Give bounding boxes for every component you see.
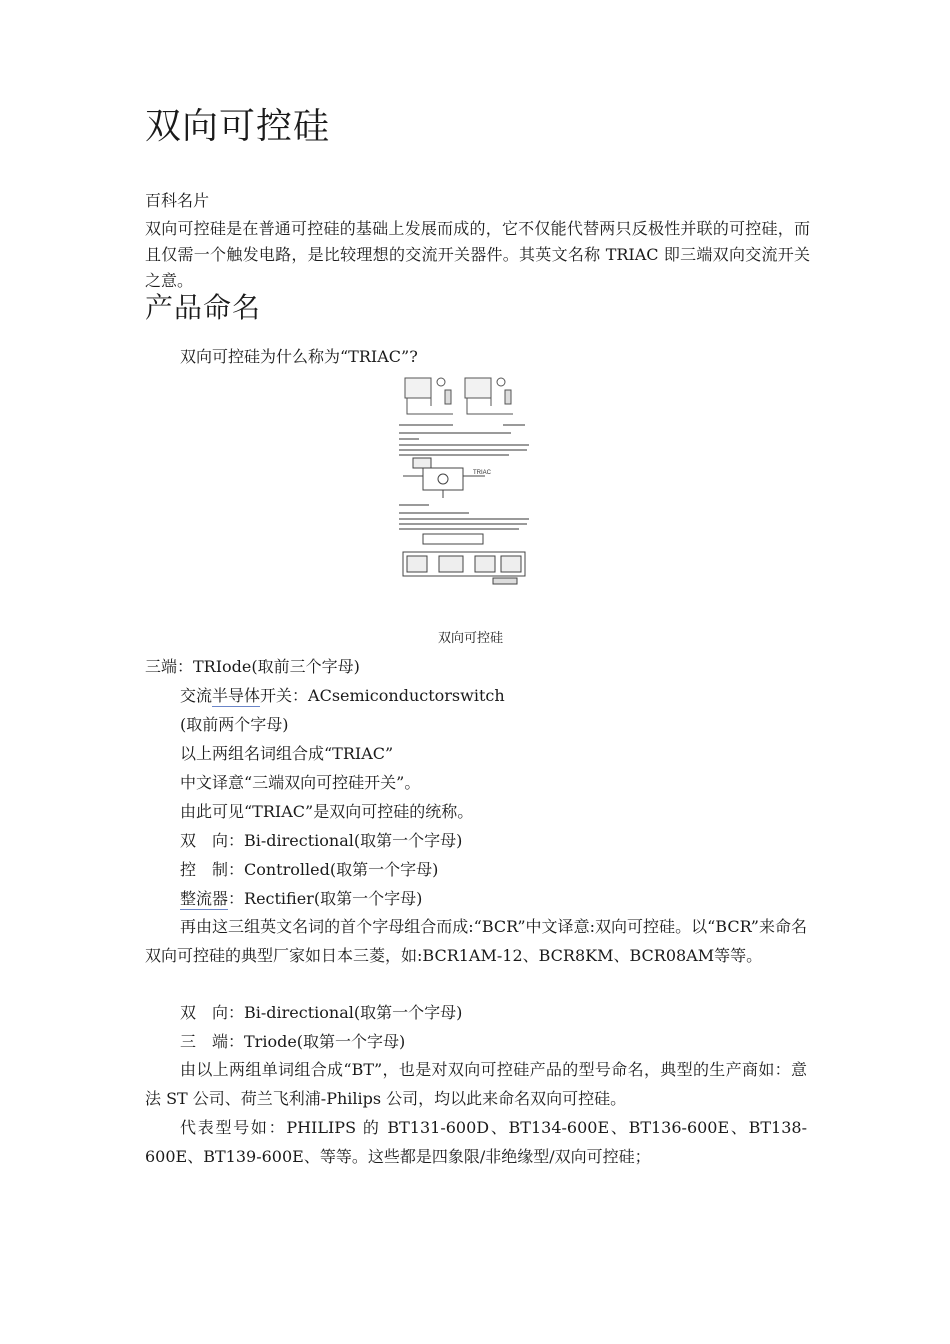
rectifier-link[interactable]: 整流器 (180, 889, 229, 908)
line-rectifier-suffix: ：Rectifier(取第一个字母) (228, 889, 423, 908)
line-ac-prefix: 交流 (180, 686, 213, 705)
line-rectifier (180, 887, 422, 911)
line-combine-triac: 以上两组名词组合成“TRIAC” (180, 744, 394, 763)
line-ac-switch (180, 684, 505, 708)
triac-figure-image (393, 372, 535, 600)
semiconductor-link[interactable]: 半导体 (212, 686, 261, 705)
line-controlled: 控 制：Controlled(取第一个字母) (180, 860, 439, 879)
intro-text: 双向可控硅是在普通可控硅的基础上发展而成的，它不仅能代替两只反极性并联的可控硅，而且仅需一个触发电路，是比较理想的交流开关器件。其英文名称 TRIAC 即三端双向交流开关之意。 (145, 219, 810, 290)
figure-caption: 双向可控硅 (438, 631, 504, 646)
line-chinese-meaning: 中文译意“三端双向可控硅开关”。 (180, 773, 421, 792)
line-triode-2: 三 端：Triode(取第一个字母) (180, 1032, 406, 1051)
line-bidirectional: 双 向：Bi-directional(取第一个字母) (180, 831, 463, 850)
question-text: 双向可控硅为什么称为“TRIAC”? (180, 347, 418, 366)
line-take-two: (取前两个字母) (180, 715, 289, 734)
line-triode: 三端：TRIode(取前三个字母) (145, 657, 360, 676)
figure-triac-label: TRIAC (473, 470, 491, 476)
paragraph-bcr: 再由这三组英文名词的首个字母组合而成:“BCR”中文译意:双向可控硅。以“BCR”来命名双向可控硅的典型厂家如日本三菱，如:BCR1AM-12、BCR8KM、BCR08AM等等。 (145, 917, 807, 965)
line-bidirectional-2: 双 向：Bi-directional(取第一个字母) (180, 1003, 463, 1022)
section-title: 产品命名 (145, 291, 262, 324)
page-title: 双向可控硅 (145, 106, 331, 147)
intro-label: 百科名片 (145, 191, 210, 210)
paragraph-bt: 由以上两组单词组合成“BT”，也是对双向可控硅产品的型号命名，典型的生产商如：意法 ST 公司、荷兰飞利浦-Philips 公司，均以此来命名双向可控硅。 (145, 1060, 807, 1108)
line-triac-general: 由此可见“TRIAC”是双向可控硅的统称。 (180, 802, 474, 821)
paragraph-models: 代表型号如：PHILIPS 的 BT131-600D、BT134-600E、BT136-600E、BT138-600E、BT139-600E、等等。这些都是四象限/非绝缘型/双向可控硅； (145, 1118, 807, 1166)
line-ac-suffix: 开关：ACsemiconductorswitch (260, 686, 505, 705)
